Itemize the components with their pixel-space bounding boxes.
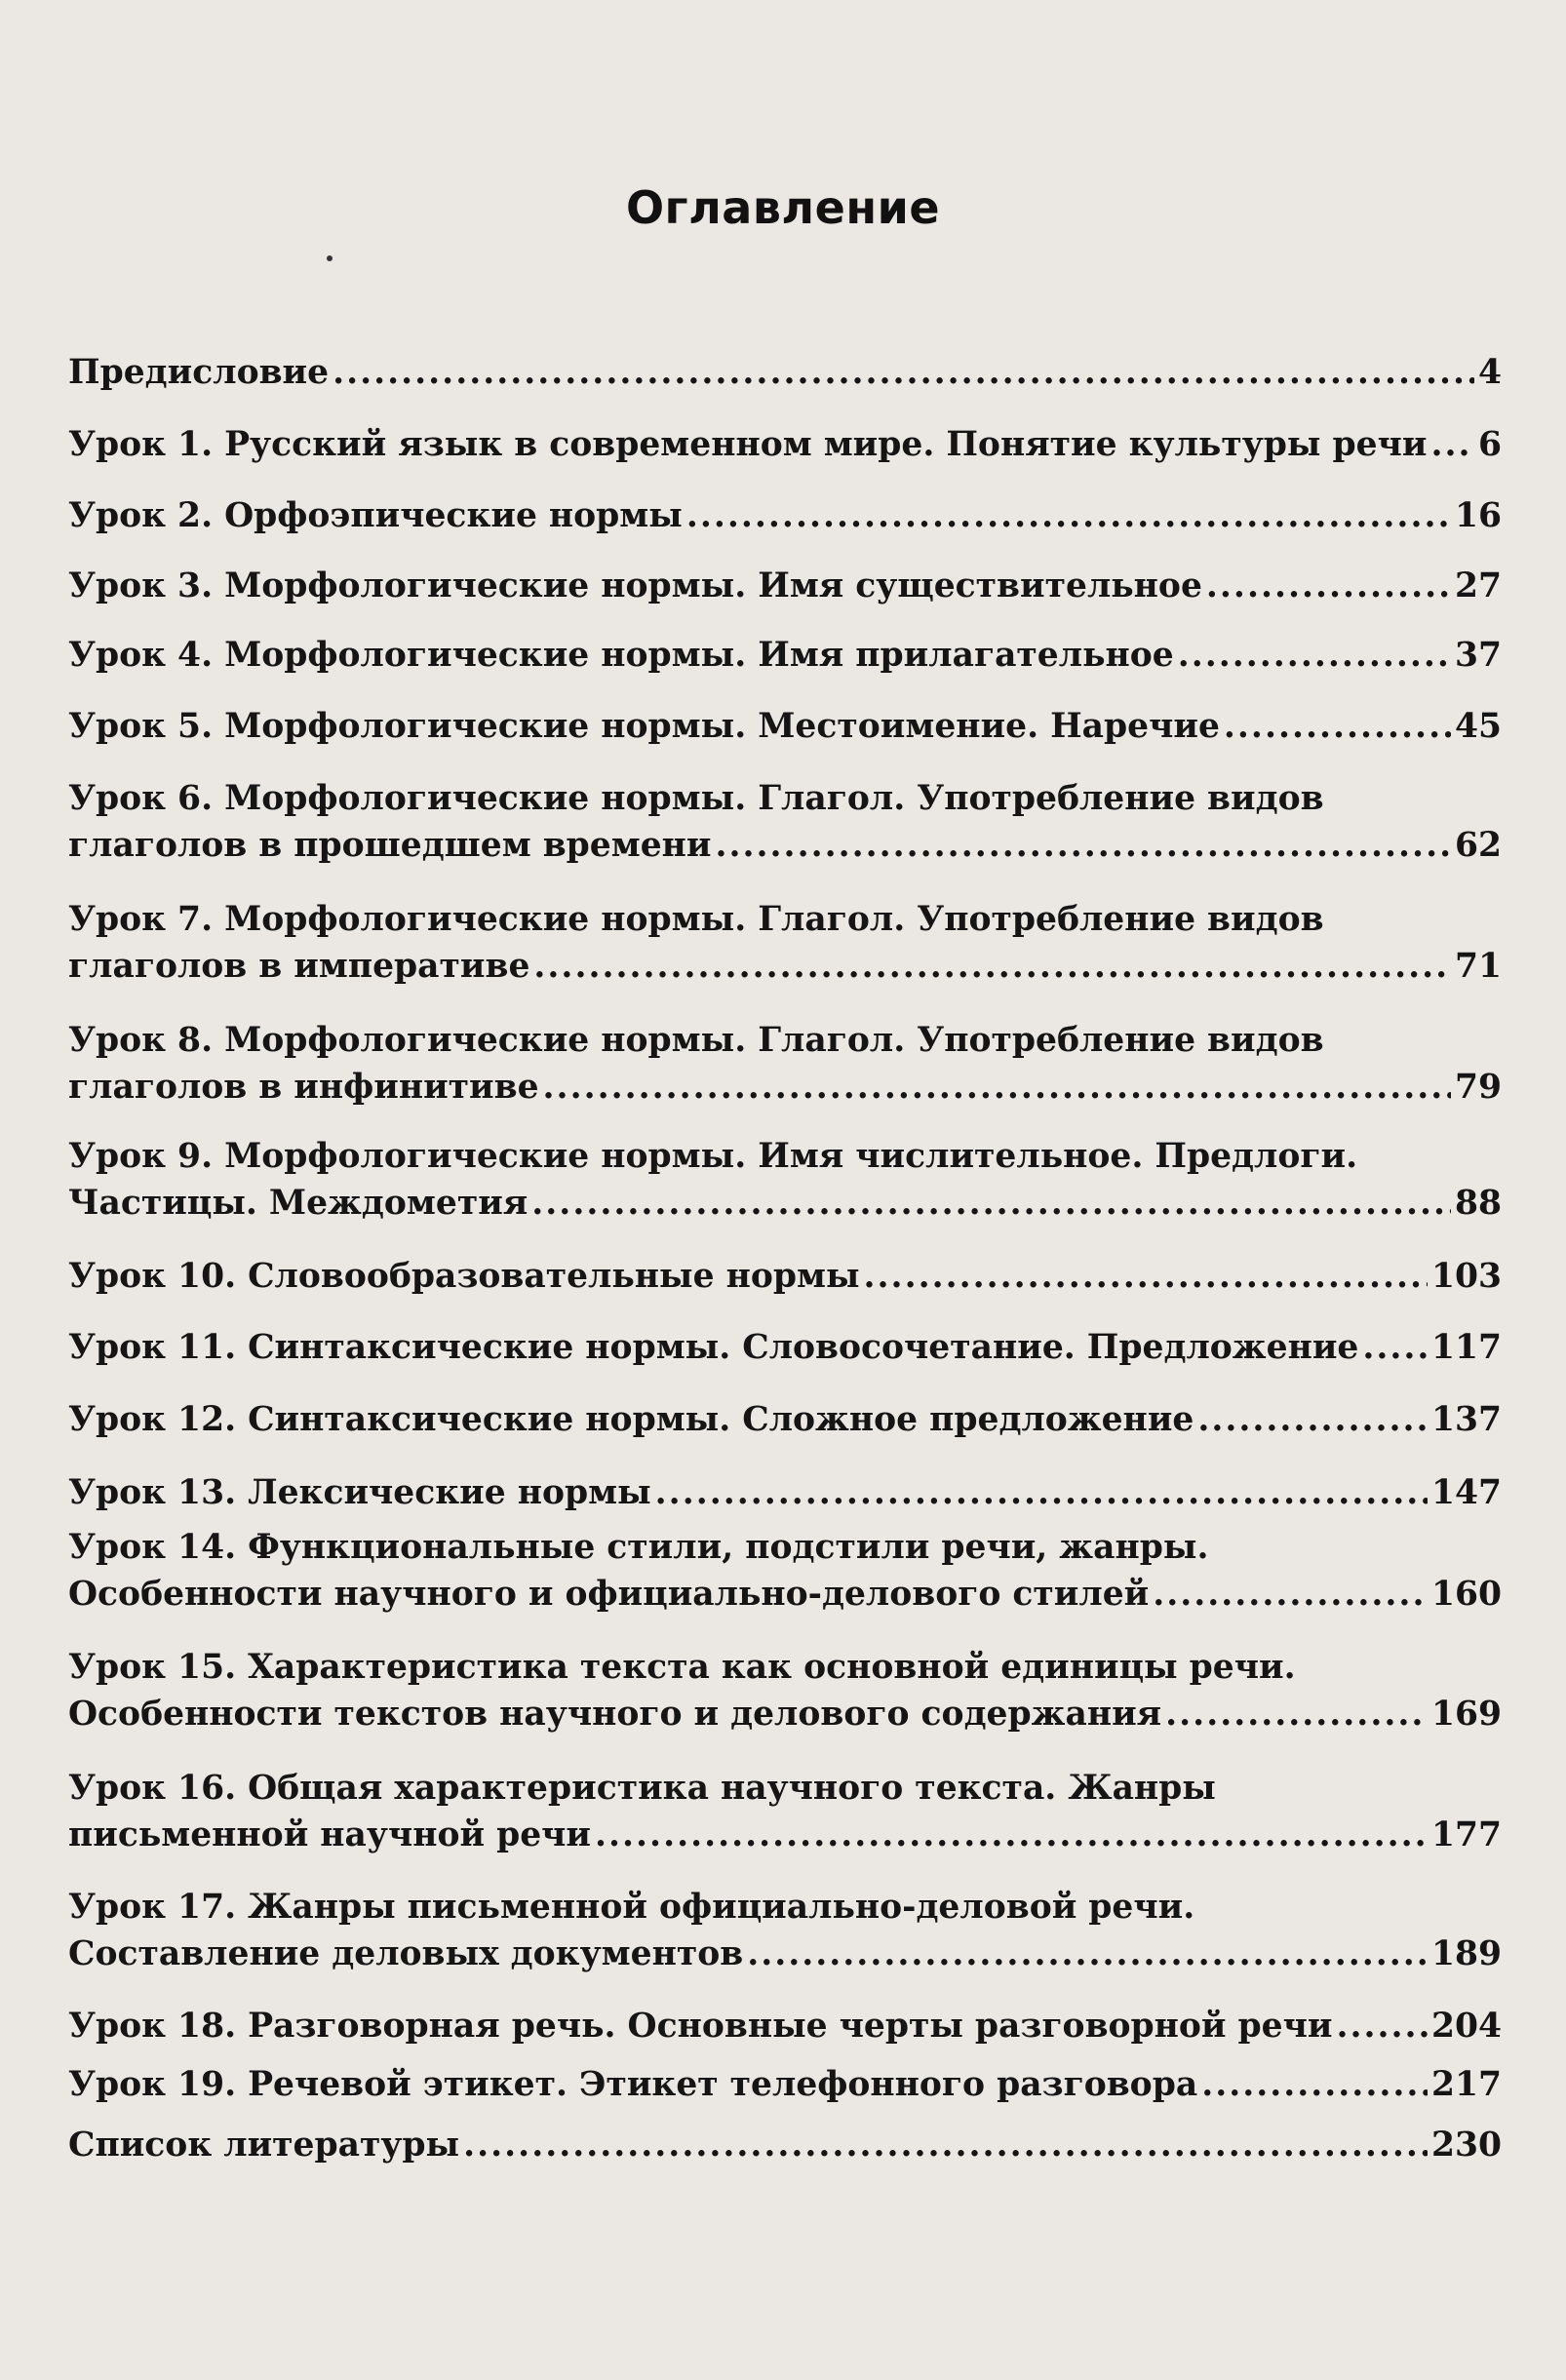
toc-entry-title-line-2: Составление деловых документов xyxy=(68,1934,744,1973)
toc-entry-preface[interactable] xyxy=(68,349,1502,396)
toc-entry-title-line-1: Урок 16. Общая характеристика научного текста. Жанры xyxy=(68,1769,1216,1808)
toc-entry-title: Урок 12. Синтаксические нормы. Сложное предложение xyxy=(68,1400,1194,1439)
toc-page-number: 137 xyxy=(1430,1400,1502,1439)
toc-page-number: 160 xyxy=(1430,1575,1502,1614)
toc-entry-title-line-2: глаголов в прошедшем времени xyxy=(68,826,712,865)
toc-entry-title-line-2: Особенности текстов научного и делового содержания xyxy=(68,1695,1162,1734)
toc-entry-title-line-1: Урок 7. Морфологические нормы. Глагол. Употребление видов xyxy=(68,900,1324,939)
toc-entry-title-line-2: глаголов в инфинитиве xyxy=(68,1068,539,1107)
leader-dots xyxy=(1197,1396,1428,1443)
leader-dots xyxy=(864,1253,1428,1300)
toc-entry-title: Урок 11. Синтаксические нормы. Словосочетание. Предложение xyxy=(68,1328,1359,1367)
toc-page-number: 27 xyxy=(1454,566,1502,605)
toc-entry-lesson-10[interactable] xyxy=(68,1253,1502,1300)
toc-entry-lesson-11[interactable] xyxy=(68,1324,1502,1371)
toc-entry-title-line-2: Особенности научного и официально-делового стилей xyxy=(68,1575,1150,1614)
toc-entry-title: Список литературы xyxy=(68,2126,460,2165)
toc-entry-title: Предисловие xyxy=(68,353,330,392)
leader-dots xyxy=(1201,2061,1428,2108)
toc-entry-lesson-19[interactable] xyxy=(68,2061,1502,2108)
toc-page-number: 103 xyxy=(1430,1257,1502,1296)
toc-entry-lesson-16[interactable] xyxy=(68,1765,1502,1858)
toc-page-number: 37 xyxy=(1454,636,1502,675)
toc-page-number: 4 xyxy=(1477,353,1502,392)
toc-entry-lesson-2[interactable] xyxy=(68,492,1502,539)
toc-entry-title-line-2: глаголов в императиве xyxy=(68,947,530,986)
toc-entry-title: Урок 5. Морфологические нормы. Местоимение. Наречие xyxy=(68,707,1220,746)
leader-dots xyxy=(1336,2003,1428,2049)
toc-entry-title-line-1: Урок 8. Морфологические нормы. Глагол. Употребление видов xyxy=(68,1021,1324,1060)
leader-dots xyxy=(1362,1324,1428,1371)
toc-entry-title-line-2: письменной научной речи xyxy=(68,1815,592,1854)
stray-dot-mark xyxy=(327,255,333,261)
leader-dots xyxy=(655,1469,1428,1516)
toc-page-number: 6 xyxy=(1477,425,1502,464)
page-title: Оглавление xyxy=(625,181,941,234)
toc-entry-title-line-1: Урок 9. Морфологические нормы. Имя числительное. Предлоги. xyxy=(68,1137,1358,1176)
toc-page-number: 177 xyxy=(1430,1815,1502,1854)
toc-entry-title: Урок 4. Морфологические нормы. Имя прилагательное xyxy=(68,636,1174,675)
toc-entry-title: Урок 13. Лексические нормы xyxy=(68,1473,651,1512)
toc-entry-lesson-17[interactable] xyxy=(68,1884,1502,1977)
toc-page-number: 45 xyxy=(1454,707,1502,746)
leader-dots xyxy=(543,1064,1451,1111)
toc-page-number: 71 xyxy=(1454,947,1502,986)
toc-entry-title: Урок 19. Речевой этикет. Этикет телефонного разговора xyxy=(68,2065,1198,2104)
toc-entry-title: Урок 18. Разговорная речь. Основные черты разговорной речи xyxy=(68,2007,1333,2046)
leader-dots xyxy=(333,349,1474,396)
toc-entry-lesson-5[interactable] xyxy=(68,703,1502,750)
toc-page-number: 169 xyxy=(1430,1695,1502,1734)
leader-dots xyxy=(1206,563,1451,609)
toc-page-number: 79 xyxy=(1454,1068,1502,1107)
leader-dots xyxy=(1153,1571,1428,1618)
toc-entry-lesson-8[interactable] xyxy=(68,1017,1502,1111)
toc-entry-lesson-14[interactable] xyxy=(68,1524,1502,1618)
toc-entry-lesson-9[interactable] xyxy=(68,1133,1502,1227)
toc-entry-lesson-12[interactable] xyxy=(68,1396,1502,1443)
leader-dots xyxy=(1224,703,1451,750)
toc-page-number: 16 xyxy=(1454,496,1502,535)
toc-page-number: 217 xyxy=(1430,2065,1502,2104)
leader-dots xyxy=(595,1812,1428,1858)
toc-entry-references[interactable] xyxy=(68,2122,1502,2168)
toc-entry-title-line-1: Урок 15. Характеристика текста как основной единицы речи. xyxy=(68,1648,1296,1687)
toc-entry-lesson-15[interactable] xyxy=(68,1644,1502,1737)
leader-dots xyxy=(1430,421,1474,468)
toc-entry-lesson-18[interactable] xyxy=(68,2003,1502,2049)
toc-page-number: 230 xyxy=(1430,2126,1502,2165)
leader-dots xyxy=(747,1931,1428,1977)
toc-page-number: 88 xyxy=(1454,1184,1502,1223)
toc-page-number: 62 xyxy=(1454,826,1502,865)
toc-entry-title-line-2: Частицы. Междометия xyxy=(68,1184,529,1223)
toc-page-number: 117 xyxy=(1430,1328,1502,1367)
leader-dots xyxy=(686,492,1451,539)
toc-entry-lesson-13[interactable] xyxy=(68,1469,1502,1516)
leader-dots xyxy=(1178,632,1451,679)
leader-dots xyxy=(531,1180,1451,1227)
toc-entry-title: Урок 1. Русский язык в современном мире. Понятие культуры речи xyxy=(68,425,1428,464)
toc-page-number: 204 xyxy=(1430,2007,1502,2046)
toc-entry-title: Урок 10. Словообразовательные нормы xyxy=(68,1257,860,1296)
bleed-through-background xyxy=(59,0,1521,121)
leader-dots xyxy=(463,2122,1428,2168)
leader-dots xyxy=(1165,1691,1428,1737)
toc-entry-title: Урок 3. Морфологические нормы. Имя существительное xyxy=(68,566,1202,605)
toc-entry-title-line-1: Урок 14. Функциональные стили, подстили речи, жанры. xyxy=(68,1528,1209,1567)
toc-entry-title: Урок 2. Орфоэпические нормы xyxy=(68,496,683,535)
toc-entry-lesson-7[interactable] xyxy=(68,896,1502,990)
leader-dots xyxy=(533,943,1451,990)
toc-entry-lesson-6[interactable] xyxy=(68,775,1502,869)
toc-entry-lesson-3[interactable] xyxy=(68,563,1502,609)
toc-entry-title-line-1: Урок 6. Морфологические нормы. Глагол. Употребление видов xyxy=(68,779,1324,818)
toc-page-number: 189 xyxy=(1430,1934,1502,1973)
toc-page-number: 147 xyxy=(1430,1473,1502,1512)
leader-dots xyxy=(716,822,1451,869)
toc-entry-lesson-4[interactable] xyxy=(68,632,1502,679)
toc-entry-title-line-1: Урок 17. Жанры письменной официально-деловой речи. xyxy=(68,1888,1195,1927)
toc-entry-lesson-1[interactable] xyxy=(68,421,1502,468)
